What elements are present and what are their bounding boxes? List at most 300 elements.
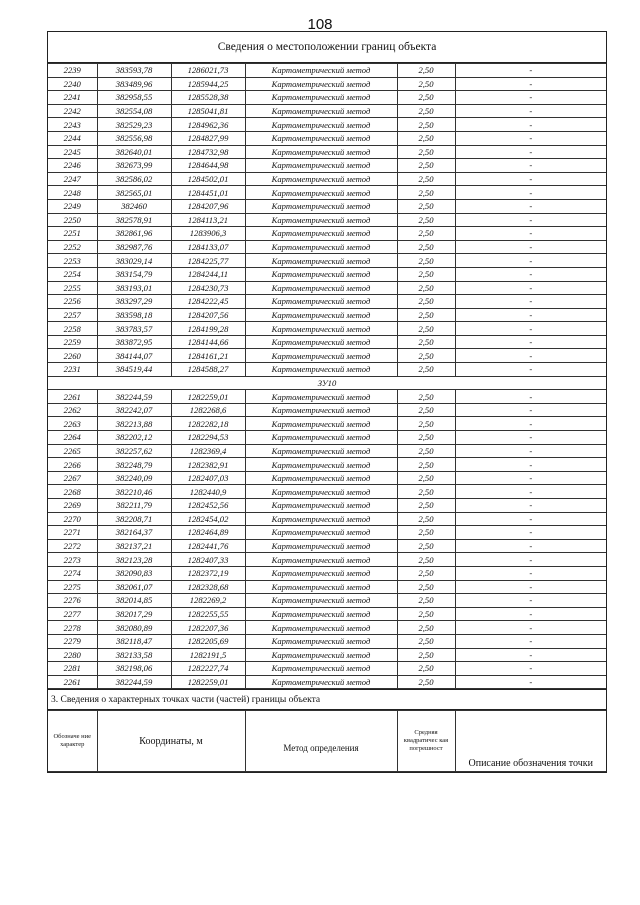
description: - (455, 77, 606, 91)
method: Картометрический метод (245, 172, 397, 186)
coordinate-y: 1282369,4 (171, 444, 245, 458)
coordinate-x: 382257,62 (97, 444, 171, 458)
table-row (48, 607, 606, 621)
description: - (455, 64, 606, 78)
description: - (455, 539, 606, 553)
coordinate-x: 382017,29 (97, 607, 171, 621)
point-number: 2273 (48, 553, 97, 567)
coordinate-x: 382242,07 (97, 403, 171, 417)
table-row (48, 390, 606, 404)
header-error: Средняя квадратичес кая погрешност (397, 711, 455, 772)
table-row (48, 539, 606, 553)
error-value: 2,50 (397, 227, 455, 241)
page-number: 108 (307, 16, 333, 33)
coordinate-y: 1284962,36 (171, 118, 245, 132)
coordinate-y: 1282464,89 (171, 526, 245, 540)
coordinate-x: 383872,95 (97, 335, 171, 349)
point-number: 2256 (48, 295, 97, 309)
coordinate-y: 1282259,01 (171, 390, 245, 404)
table-row (48, 403, 606, 417)
coordinate-x: 382123,28 (97, 553, 171, 567)
section3-header-table (48, 710, 606, 772)
header-coordinates: Координаты, м (97, 711, 245, 772)
description: - (455, 607, 606, 621)
point-number: 2265 (48, 444, 97, 458)
description: - (455, 621, 606, 635)
method: Картометрический метод (245, 199, 397, 213)
description: - (455, 662, 606, 676)
table-row (48, 186, 606, 200)
header-method-cell (245, 711, 397, 772)
error-value: 2,50 (397, 444, 455, 458)
coordinate-y: 1282328,68 (171, 580, 245, 594)
coordinate-y: 1284451,01 (171, 186, 245, 200)
error-value: 2,50 (397, 281, 455, 295)
error-value: 2,50 (397, 662, 455, 676)
coordinate-x: 382202,12 (97, 431, 171, 445)
coordinate-x: 382118,47 (97, 634, 171, 648)
table-row (48, 227, 606, 241)
description: - (455, 594, 606, 608)
error-value: 2,50 (397, 539, 455, 553)
table-row (48, 172, 606, 186)
table-row (48, 471, 606, 485)
coordinate-x: 383489,96 (97, 77, 171, 91)
coordinate-y: 1284207,56 (171, 308, 245, 322)
coordinate-y: 1282282,18 (171, 417, 245, 431)
point-number: 2255 (48, 281, 97, 295)
error-value: 2,50 (397, 675, 455, 689)
coordinate-y: 1282407,03 (171, 471, 245, 485)
error-value: 2,50 (397, 118, 455, 132)
method: Картометрический метод (245, 471, 397, 485)
description: - (455, 349, 606, 363)
section-title: Сведения о местоположении границ объекта (48, 32, 606, 63)
point-number: 2276 (48, 594, 97, 608)
description: - (455, 335, 606, 349)
description: - (455, 471, 606, 485)
coordinate-x: 382213,88 (97, 417, 171, 431)
coordinate-y: 1284222,45 (171, 295, 245, 309)
point-number: 2263 (48, 417, 97, 431)
table-row (48, 363, 606, 377)
point-number: 2268 (48, 485, 97, 499)
point-number: 2261 (48, 390, 97, 404)
point-number: 2270 (48, 512, 97, 526)
method: Картометрический метод (245, 526, 397, 540)
error-value: 2,50 (397, 64, 455, 78)
method: Картометрический метод (245, 295, 397, 309)
error-value: 2,50 (397, 308, 455, 322)
table-row (48, 499, 606, 513)
table-row (48, 444, 606, 458)
coordinate-y: 1284161,21 (171, 349, 245, 363)
table-row (48, 458, 606, 472)
description: - (455, 566, 606, 580)
coordinate-y: 1284133,07 (171, 240, 245, 254)
point-number: 2260 (48, 349, 97, 363)
description: - (455, 227, 606, 241)
coordinate-x: 382240,09 (97, 471, 171, 485)
subsection-label: ЗУ10 (48, 376, 606, 390)
table-row (48, 213, 606, 227)
description: - (455, 281, 606, 295)
point-number: 2247 (48, 172, 97, 186)
description: - (455, 118, 606, 132)
coordinate-x: 382529,23 (97, 118, 171, 132)
description: - (455, 499, 606, 513)
point-number: 2250 (48, 213, 97, 227)
description: - (455, 580, 606, 594)
point-number: 2261 (48, 675, 97, 689)
error-value: 2,50 (397, 267, 455, 281)
error-value: 2,50 (397, 322, 455, 336)
method: Картометрический метод (245, 349, 397, 363)
method: Картометрический метод (245, 77, 397, 91)
error-value: 2,50 (397, 471, 455, 485)
error-value: 2,50 (397, 403, 455, 417)
method: Картометрический метод (245, 227, 397, 241)
coordinate-x: 383193,01 (97, 281, 171, 295)
description: - (455, 444, 606, 458)
description: - (455, 648, 606, 662)
error-value: 2,50 (397, 431, 455, 445)
coordinate-y: 1286021,73 (171, 64, 245, 78)
method: Картометрический метод (245, 539, 397, 553)
coordinate-x: 382578,91 (97, 213, 171, 227)
table-row (48, 662, 606, 676)
coordinate-y: 1282382,91 (171, 458, 245, 472)
point-number: 2259 (48, 335, 97, 349)
point-number: 2281 (48, 662, 97, 676)
coordinate-x: 382014,85 (97, 594, 171, 608)
point-number: 2266 (48, 458, 97, 472)
point-number: 2271 (48, 526, 97, 540)
method: Картометрический метод (245, 91, 397, 105)
point-number: 2257 (48, 308, 97, 322)
error-value: 2,50 (397, 295, 455, 309)
method: Картометрический метод (245, 308, 397, 322)
point-number: 2246 (48, 159, 97, 173)
table-row (48, 580, 606, 594)
coordinate-x: 382198,06 (97, 662, 171, 676)
coordinate-y: 1282207,36 (171, 621, 245, 635)
description: - (455, 553, 606, 567)
coordinate-x: 382987,76 (97, 240, 171, 254)
table-row (48, 526, 606, 540)
point-number: 2231 (48, 363, 97, 377)
point-number: 2274 (48, 566, 97, 580)
error-value: 2,50 (397, 213, 455, 227)
coordinate-y: 1282294,53 (171, 431, 245, 445)
table-row (48, 349, 606, 363)
coordinate-y: 1284225,77 (171, 254, 245, 268)
coordinate-y: 1284644,98 (171, 159, 245, 173)
table-row (48, 295, 606, 309)
description: - (455, 186, 606, 200)
description: - (455, 295, 606, 309)
coordinate-x: 382164,37 (97, 526, 171, 540)
method: Картометрический метод (245, 594, 397, 608)
table-row (48, 91, 606, 105)
error-value: 2,50 (397, 621, 455, 635)
table-row (48, 431, 606, 445)
error-value: 2,50 (397, 104, 455, 118)
method: Картометрический метод (245, 145, 397, 159)
point-number: 2241 (48, 91, 97, 105)
method: Картометрический метод (245, 403, 397, 417)
coordinate-y: 1285041,81 (171, 104, 245, 118)
method: Картометрический метод (245, 254, 397, 268)
method: Картометрический метод (245, 267, 397, 281)
method: Картометрический метод (245, 566, 397, 580)
coordinate-y: 1284244,11 (171, 267, 245, 281)
coordinate-x: 382554,08 (97, 104, 171, 118)
table-row (48, 267, 606, 281)
error-value: 2,50 (397, 91, 455, 105)
table-row (48, 131, 606, 145)
table-row (48, 77, 606, 91)
method: Картометрический метод (245, 444, 397, 458)
method: Картометрический метод (245, 390, 397, 404)
coordinate-x: 382958,55 (97, 91, 171, 105)
coordinate-x: 382640,01 (97, 145, 171, 159)
table-row (48, 240, 606, 254)
method: Картометрический метод (245, 118, 397, 132)
error-value: 2,50 (397, 363, 455, 377)
description: - (455, 363, 606, 377)
error-value: 2,50 (397, 349, 455, 363)
error-value: 2,50 (397, 131, 455, 145)
description: - (455, 254, 606, 268)
method: Картометрический метод (245, 64, 397, 78)
method: Картометрический метод (245, 159, 397, 173)
point-number: 2252 (48, 240, 97, 254)
table-row (48, 308, 606, 322)
point-number: 2258 (48, 322, 97, 336)
coordinate-x: 382244,59 (97, 675, 171, 689)
coordinate-x: 383598,18 (97, 308, 171, 322)
point-number: 2279 (48, 634, 97, 648)
table-row (48, 634, 606, 648)
coordinate-x: 382061,07 (97, 580, 171, 594)
description: - (455, 199, 606, 213)
table-row (48, 512, 606, 526)
method: Картометрический метод (245, 621, 397, 635)
document-sheet (47, 31, 607, 773)
point-number: 2253 (48, 254, 97, 268)
coordinate-y: 1282227,74 (171, 662, 245, 676)
error-value: 2,50 (397, 458, 455, 472)
method: Картометрический метод (245, 512, 397, 526)
error-value: 2,50 (397, 390, 455, 404)
method: Картометрический метод (245, 553, 397, 567)
table-row (48, 104, 606, 118)
coordinate-y: 1282268,6 (171, 403, 245, 417)
table-row (48, 417, 606, 431)
coordinate-x: 383783,57 (97, 322, 171, 336)
error-value: 2,50 (397, 199, 455, 213)
point-number: 2245 (48, 145, 97, 159)
point-number: 2275 (48, 580, 97, 594)
table-row (48, 64, 606, 78)
error-value: 2,50 (397, 580, 455, 594)
coordinate-x: 382248,79 (97, 458, 171, 472)
method: Картометрический метод (245, 499, 397, 513)
error-value: 2,50 (397, 634, 455, 648)
point-number: 2269 (48, 499, 97, 513)
coordinate-y: 1284502,01 (171, 172, 245, 186)
point-number: 2244 (48, 131, 97, 145)
coordinate-x: 384144,07 (97, 349, 171, 363)
coordinates-group-1 (48, 64, 606, 377)
error-value: 2,50 (397, 417, 455, 431)
header-point-designation: Обозначе ние характер (48, 711, 97, 772)
coordinate-y: 1283906,3 (171, 227, 245, 241)
coordinate-y: 1284144,66 (171, 335, 245, 349)
description: - (455, 104, 606, 118)
coordinate-y: 1282205,69 (171, 634, 245, 648)
error-value: 2,50 (397, 159, 455, 173)
coordinate-x: 383593,78 (97, 64, 171, 78)
method: Картометрический метод (245, 335, 397, 349)
method: Картометрический метод (245, 634, 397, 648)
description: - (455, 417, 606, 431)
method: Картометрический метод (245, 458, 397, 472)
table-row (48, 553, 606, 567)
coordinate-y: 1284732,98 (171, 145, 245, 159)
description: - (455, 159, 606, 173)
table-row (48, 118, 606, 132)
table-row (48, 199, 606, 213)
description: - (455, 322, 606, 336)
coordinate-x: 383297,29 (97, 295, 171, 309)
point-number: 2249 (48, 199, 97, 213)
error-value: 2,50 (397, 526, 455, 540)
method: Картометрический метод (245, 648, 397, 662)
error-value: 2,50 (397, 254, 455, 268)
subsection-row (48, 376, 606, 390)
point-number: 2239 (48, 64, 97, 78)
table-row (48, 675, 606, 689)
point-number: 2267 (48, 471, 97, 485)
point-number: 2264 (48, 431, 97, 445)
error-value: 2,50 (397, 594, 455, 608)
coordinates-table (48, 63, 606, 689)
point-number: 2248 (48, 186, 97, 200)
coordinate-y: 1284113,21 (171, 213, 245, 227)
description: - (455, 145, 606, 159)
coordinate-y: 1282255,55 (171, 607, 245, 621)
description: - (455, 131, 606, 145)
coordinate-x: 382090,83 (97, 566, 171, 580)
coordinate-x: 383154,79 (97, 267, 171, 281)
description: - (455, 403, 606, 417)
error-value: 2,50 (397, 607, 455, 621)
coordinate-x: 382211,79 (97, 499, 171, 513)
description: - (455, 172, 606, 186)
table-row (48, 281, 606, 295)
method: Картометрический метод (245, 281, 397, 295)
table-row (48, 159, 606, 173)
method: Картометрический метод (245, 131, 397, 145)
error-value: 2,50 (397, 145, 455, 159)
error-value: 2,50 (397, 335, 455, 349)
error-value: 2,50 (397, 499, 455, 513)
error-value: 2,50 (397, 648, 455, 662)
table-row (48, 322, 606, 336)
coordinate-x: 382565,01 (97, 186, 171, 200)
coordinate-x: 384519,44 (97, 363, 171, 377)
coordinate-y: 1282441,76 (171, 539, 245, 553)
table-row (48, 621, 606, 635)
point-number: 2242 (48, 104, 97, 118)
method: Картометрический метод (245, 213, 397, 227)
method: Картометрический метод (245, 417, 397, 431)
method: Картометрический метод (245, 322, 397, 336)
method: Картометрический метод (245, 363, 397, 377)
coordinate-y: 1284230,73 (171, 281, 245, 295)
description: - (455, 634, 606, 648)
coordinate-x: 383029,14 (97, 254, 171, 268)
coordinate-y: 1282452,56 (171, 499, 245, 513)
coordinate-x: 382861,96 (97, 227, 171, 241)
description: - (455, 675, 606, 689)
coordinate-y: 1282372,19 (171, 566, 245, 580)
method: Картометрический метод (245, 580, 397, 594)
coordinate-y: 1282191,5 (171, 648, 245, 662)
header-method: Метод определения (283, 743, 359, 754)
error-value: 2,50 (397, 77, 455, 91)
coordinate-x: 382208,71 (97, 512, 171, 526)
coordinates-group-2 (48, 390, 606, 689)
description: - (455, 458, 606, 472)
coordinate-x: 382556,98 (97, 131, 171, 145)
table-row (48, 145, 606, 159)
description: - (455, 512, 606, 526)
error-value: 2,50 (397, 240, 455, 254)
coordinate-y: 1284827,99 (171, 131, 245, 145)
description: - (455, 308, 606, 322)
coordinate-y: 1284199,28 (171, 322, 245, 336)
error-value: 2,50 (397, 553, 455, 567)
table-row (48, 335, 606, 349)
coordinate-y: 1284207,96 (171, 199, 245, 213)
method: Картометрический метод (245, 186, 397, 200)
section3-title: 3. Сведения о характерных точках части (частей) границы объекта (48, 689, 606, 710)
error-value: 2,50 (397, 172, 455, 186)
description: - (455, 485, 606, 499)
description: - (455, 431, 606, 445)
method: Картометрический метод (245, 675, 397, 689)
point-number: 2277 (48, 607, 97, 621)
point-number: 2240 (48, 77, 97, 91)
description: - (455, 91, 606, 105)
table-row (48, 594, 606, 608)
coordinate-x: 382137,21 (97, 539, 171, 553)
coordinate-x: 382244,59 (97, 390, 171, 404)
point-number: 2243 (48, 118, 97, 132)
method: Картометрический метод (245, 240, 397, 254)
error-value: 2,50 (397, 566, 455, 580)
point-number: 2251 (48, 227, 97, 241)
coordinate-y: 1282454,02 (171, 512, 245, 526)
table-row (48, 566, 606, 580)
method: Картометрический метод (245, 104, 397, 118)
coordinate-x: 382210,46 (97, 485, 171, 499)
coordinate-x: 382460 (97, 199, 171, 213)
error-value: 2,50 (397, 186, 455, 200)
